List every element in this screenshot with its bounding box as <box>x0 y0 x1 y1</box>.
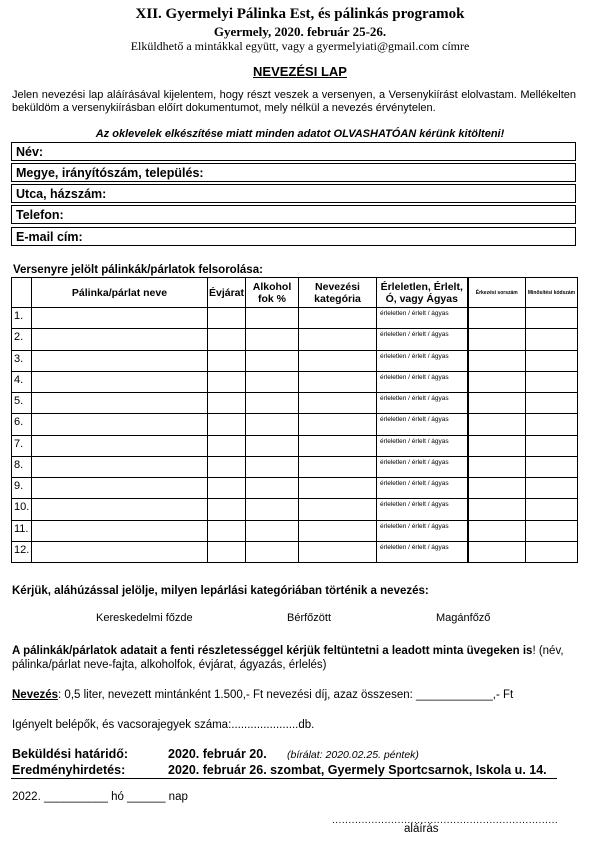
cell-quality[interactable] <box>526 520 578 541</box>
results-label: Eredményhirdetés: <box>12 763 126 777</box>
col-header-name: Pálinka/párlat neve <box>32 278 208 308</box>
cell-arrival[interactable] <box>468 520 526 541</box>
cell-number: 10. <box>12 499 32 520</box>
cell-name[interactable] <box>32 350 208 371</box>
cell-quality[interactable] <box>526 329 578 350</box>
cell-quality[interactable] <box>526 350 578 371</box>
cell-category[interactable] <box>299 350 377 371</box>
cell-name[interactable] <box>32 541 208 562</box>
intro-text: Jelen nevezési lap aláírásával kijelentem, hogy részt veszek a versenyen, a Versenykiírást elolvastam. Mellékelten beküldöm a versenykiírásban előírt dokumentumot, mely nélkül a nevezés érvénytelen. <box>12 89 576 114</box>
col-header-category: Nevezési kategória <box>299 278 377 308</box>
labeling-paragraph-bold: A pálinkák/párlatok adatait a fenti részletességgel kérjük feltüntetni a leadott minta üvegeken is <box>12 645 533 657</box>
table-row <box>12 350 578 371</box>
cell-number: 4. <box>12 371 32 392</box>
cell-category[interactable] <box>299 435 377 456</box>
cell-quality[interactable] <box>526 499 578 520</box>
cell-alcohol[interactable] <box>246 435 299 456</box>
street-field[interactable] <box>11 184 576 203</box>
table-row <box>12 499 578 520</box>
cell-vintage[interactable] <box>208 478 246 499</box>
distillation-question: Kérjük, aláhúzással jelölje, milyen lepárlási kategóriában történik a nevezés: <box>12 585 429 597</box>
cell-quality[interactable] <box>526 371 578 392</box>
phone-field[interactable] <box>11 205 576 224</box>
results-value: 2020. február 26. szombat, Gyermely Sportcsarnok, Iskola u. 14. <box>168 763 547 777</box>
cell-aging[interactable]: érleletlen / érlelt / ágyas <box>377 308 468 329</box>
cell-quality[interactable] <box>526 435 578 456</box>
table-row <box>12 393 578 414</box>
cell-name[interactable] <box>32 393 208 414</box>
cell-name[interactable] <box>32 478 208 499</box>
county-field-label: Megye, irányítószám, település: <box>16 166 204 180</box>
table-row <box>12 435 578 456</box>
event-title: XII. Gyermelyi Pálinka Est, és pálinkás programok <box>135 6 465 22</box>
cell-category[interactable] <box>299 541 377 562</box>
street-field-label: Utca, házszám: <box>16 187 107 201</box>
cell-alcohol[interactable] <box>246 371 299 392</box>
cell-name[interactable] <box>32 499 208 520</box>
cell-alcohol[interactable] <box>246 499 299 520</box>
deadline-label: Beküldési határidő: <box>12 747 128 761</box>
cell-category[interactable] <box>299 456 377 477</box>
contact-line: Elküldhető a mintákkal együtt, vagy a gyermelyiati@gmail.com címre <box>130 39 470 53</box>
fee-text: : 0,5 liter, nevezett mintánként 1.500,- Ft nevezési díj, azaz összesen: ____________,- Ft <box>58 689 514 701</box>
tickets-line: Igényelt belépők, és vacsorajegyek száma:.....................db. <box>12 719 315 731</box>
table-row <box>12 371 578 392</box>
cell-vintage[interactable] <box>208 393 246 414</box>
labeling-paragraph-normal: ! (név, pálinka/párlat neve-fajta, alkoholfok, évjárat, ágyazás, érlelés) <box>12 645 564 671</box>
cell-alcohol[interactable] <box>246 329 299 350</box>
cell-arrival[interactable] <box>468 541 526 562</box>
cell-name[interactable] <box>32 371 208 392</box>
cell-name[interactable] <box>32 520 208 541</box>
col-header-quality: Minősítési kódszám <box>526 278 578 308</box>
name-field[interactable] <box>11 142 576 161</box>
option-commercial[interactable]: Kereskedelmi főzde <box>96 612 193 624</box>
deadline-value: 2020. február 20. <box>168 747 267 761</box>
table-row <box>12 308 578 329</box>
cell-name[interactable] <box>32 414 208 435</box>
cell-category[interactable] <box>299 414 377 435</box>
cell-vintage[interactable] <box>208 435 246 456</box>
cell-alcohol[interactable] <box>246 414 299 435</box>
deadline-note: (bírálat: 2020.02.25. péntek) <box>287 749 419 761</box>
table-row <box>12 478 578 499</box>
cell-name[interactable] <box>32 308 208 329</box>
cell-quality[interactable] <box>526 393 578 414</box>
email-field[interactable] <box>11 227 576 246</box>
cell-alcohol[interactable] <box>246 308 299 329</box>
cell-number: 5. <box>12 393 32 414</box>
cell-quality[interactable] <box>526 478 578 499</box>
cell-vintage[interactable] <box>208 414 246 435</box>
cell-aging[interactable]: érleletlen / érlelt / ágyas <box>377 414 468 435</box>
cell-quality[interactable] <box>526 456 578 477</box>
cell-vintage[interactable] <box>208 308 246 329</box>
cell-arrival[interactable] <box>468 350 526 371</box>
cell-number: 11. <box>12 520 32 541</box>
cell-number: 8. <box>12 456 32 477</box>
cell-arrival[interactable] <box>468 478 526 499</box>
cell-quality[interactable] <box>526 414 578 435</box>
cell-name[interactable] <box>32 329 208 350</box>
cell-category[interactable] <box>299 478 377 499</box>
cell-aging[interactable]: érleletlen / érlelt / ágyas <box>377 478 468 499</box>
fee-line <box>12 689 513 701</box>
col-header-alcohol: Alkohol fok % <box>246 278 299 308</box>
cell-aging[interactable]: érleletlen / érlelt / ágyas <box>377 499 468 520</box>
results-underline <box>11 778 557 779</box>
list-label: Versenyre jelölt pálinkák/párlatok felsorolása: <box>13 264 263 276</box>
entries-table <box>11 277 578 563</box>
table-row <box>12 456 578 477</box>
cell-number: 3. <box>12 350 32 371</box>
cell-alcohol[interactable] <box>246 456 299 477</box>
cell-vintage[interactable] <box>208 520 246 541</box>
event-date: Gyermely, 2020. február 25-26. <box>213 24 387 39</box>
option-private[interactable]: Magánfőző <box>436 612 491 624</box>
cell-category[interactable] <box>299 520 377 541</box>
table-row <box>12 541 578 562</box>
cell-arrival[interactable] <box>468 499 526 520</box>
fee-label: Nevezés <box>12 689 59 701</box>
date-line[interactable]: 2022. __________ hó ______ nap <box>12 791 188 803</box>
cell-category[interactable] <box>299 329 377 350</box>
cell-name[interactable] <box>32 456 208 477</box>
cell-number: 1. <box>12 308 32 329</box>
cell-quality[interactable] <box>526 308 578 329</box>
email-field-label: E-mail cím: <box>16 230 83 244</box>
cell-alcohol[interactable] <box>246 393 299 414</box>
cell-category[interactable] <box>299 393 377 414</box>
signature-line[interactable]: ..................................................................... <box>332 815 559 826</box>
cell-alcohol[interactable] <box>246 478 299 499</box>
cell-vintage[interactable] <box>208 499 246 520</box>
cell-vintage[interactable] <box>208 371 246 392</box>
cell-aging[interactable]: érleletlen / érlelt / ágyas <box>377 435 468 456</box>
county-field[interactable] <box>11 163 576 182</box>
cell-aging[interactable]: érleletlen / érlelt / ágyas <box>377 520 468 541</box>
cell-vintage[interactable] <box>208 541 246 562</box>
table-row <box>12 329 578 350</box>
cell-number: 9. <box>12 478 32 499</box>
cell-arrival[interactable] <box>468 435 526 456</box>
cell-aging[interactable]: érleletlen / érlelt / ágyas <box>377 350 468 371</box>
cell-category[interactable] <box>299 499 377 520</box>
table-row <box>12 414 578 435</box>
cell-aging[interactable]: érleletlen / érlelt / ágyas <box>377 456 468 477</box>
col-header-number <box>12 278 32 308</box>
signature-label: aláírás <box>404 823 439 835</box>
cell-number: 12. <box>12 541 32 562</box>
name-field-label: Név: <box>16 145 44 159</box>
cell-arrival[interactable] <box>468 393 526 414</box>
table-row <box>12 520 578 541</box>
cell-category[interactable] <box>299 371 377 392</box>
cell-aging[interactable]: érleletlen / érlelt / ágyas <box>377 541 468 562</box>
cell-aging[interactable]: érleletlen / érlelt / ágyas <box>377 371 468 392</box>
cell-aging[interactable]: érleletlen / érlelt / ágyas <box>377 393 468 414</box>
cell-arrival[interactable] <box>468 329 526 350</box>
col-header-aging: Érleletlen, Érlelt, Ó, vagy Ágyas <box>377 278 468 308</box>
cell-arrival[interactable] <box>468 371 526 392</box>
cell-number: 7. <box>12 435 32 456</box>
table-header-row <box>12 278 578 308</box>
phone-field-label: Telefon: <box>16 208 64 222</box>
col-header-arrival: Érkezési sorszám <box>468 278 526 308</box>
cell-number: 6. <box>12 414 32 435</box>
cell-alcohol[interactable] <box>246 520 299 541</box>
option-contract[interactable]: Bérfőzött <box>287 612 332 624</box>
legibility-notice: Az oklevelek elkészítése miatt minden adatot OLVASHATÓAN kérünk kitölteni! <box>95 128 505 140</box>
col-header-vintage: Évjárat <box>208 278 246 308</box>
cell-arrival[interactable] <box>468 414 526 435</box>
cell-alcohol[interactable] <box>246 541 299 562</box>
cell-arrival[interactable] <box>468 308 526 329</box>
cell-quality[interactable] <box>526 541 578 562</box>
cell-category[interactable] <box>299 308 377 329</box>
cell-arrival[interactable] <box>468 456 526 477</box>
form-title: NEVEZÉSI LAP <box>253 64 347 79</box>
cell-vintage[interactable] <box>208 456 246 477</box>
labeling-paragraph <box>12 644 578 672</box>
cell-name[interactable] <box>32 435 208 456</box>
cell-number: 2. <box>12 329 32 350</box>
cell-aging[interactable]: érleletlen / érlelt / ágyas <box>377 329 468 350</box>
cell-vintage[interactable] <box>208 329 246 350</box>
cell-vintage[interactable] <box>208 350 246 371</box>
cell-alcohol[interactable] <box>246 350 299 371</box>
